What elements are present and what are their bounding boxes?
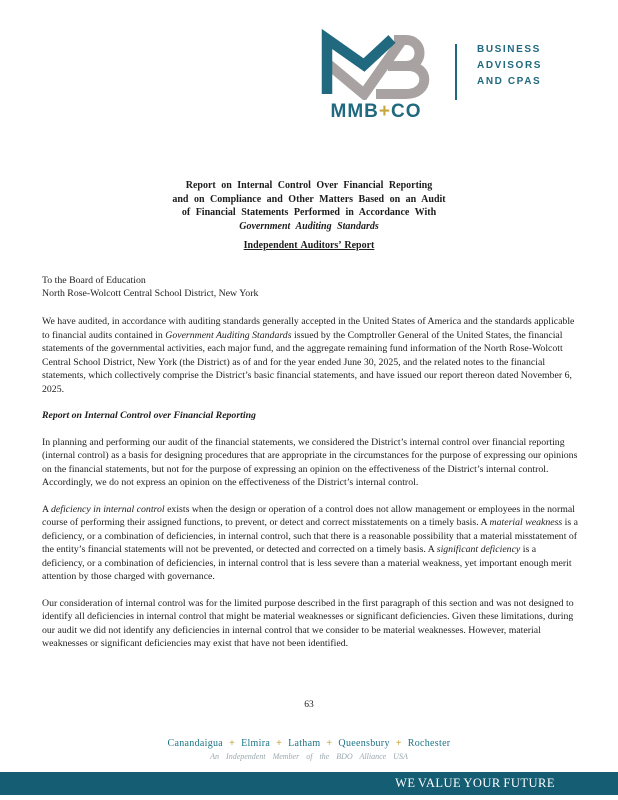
footer-city: Latham — [288, 738, 321, 749]
paragraph — [42, 503, 579, 584]
title-line-1: Report on Internal Control Over Financial Reporting — [185, 180, 433, 191]
wordmark-co: CO — [391, 101, 422, 122]
text-segment: A — [42, 503, 51, 515]
plus-separator: + — [276, 738, 283, 749]
recipient-line-2: North Rose-Wolcott Central School District, New York — [42, 288, 259, 300]
title-standards-line: Government Auditing Standards — [239, 220, 379, 232]
wordmark-mmb: MMB — [330, 101, 379, 122]
logo-wordmark — [331, 101, 422, 123]
footer-city: Canandaigua — [167, 738, 224, 749]
plus-separator: + — [326, 738, 333, 749]
footer-city: Elmira — [241, 738, 271, 749]
text-segment: issued by the Comptroller General of the United States, the financial statements of the governmental activities, each major fund, and the aggregate remaining fund information of the North Rose-Wolcott Central School District, New York (the District) as of and for the year ended June 30, 2025, and the related notes to the financial statements, which collectively comprise the District’s basic financial statements, and have issued our report thereon dated November 6, 2025. — [42, 329, 572, 395]
logo-mark-block — [318, 28, 434, 123]
report-subtitle: Independent Auditors’ Report — [243, 240, 375, 251]
body-blocks — [42, 315, 579, 664]
text-segment: is a deficiency, or a combination of deficiencies, in internal control, such that there is a reasonable possibility that a material misstatement of the entity’s financial statements will not be prevented, or detected and corrected on a timely basis. A — [42, 517, 578, 555]
text-segment: Report on Internal Control over Financial Reporting — [42, 410, 256, 421]
paragraph — [42, 436, 579, 490]
wordmark-plus: + — [378, 101, 391, 122]
tagline-line-1: BUSINESS — [477, 44, 541, 55]
italic-term: Government Auditing Standards — [165, 329, 292, 341]
paragraph — [42, 597, 579, 651]
plus-separator: + — [229, 738, 236, 749]
tagline-line-3: AND CPAS — [477, 76, 542, 87]
mmb-monogram-icon — [318, 28, 434, 100]
section-heading — [42, 409, 579, 423]
italic-term: material weakness — [489, 517, 563, 528]
italic-term: significant deficiency — [436, 544, 521, 555]
title-line-2: and on Compliance and Other Matters Based on an Audit — [172, 193, 446, 205]
report-title — [0, 179, 618, 233]
logo-divider — [455, 44, 457, 100]
italic-term: deficiency in internal control — [50, 503, 165, 515]
text-segment: exists when the design or operation of a control does not allow management or employees in the normal course of performing their assigned functions, to prevent, or detect and correct misstatements on a timely basis. A — [42, 503, 575, 528]
tagline-line-2: ADVISORS — [477, 60, 543, 71]
recipient-block — [42, 274, 258, 300]
footer-city: Rochester — [407, 738, 451, 749]
title-line-3: of Financial Statements Performed in Accordance With — [181, 207, 437, 218]
plus-separator: + — [395, 738, 402, 749]
footer-city: Queensbury — [338, 738, 390, 749]
text-segment: We have audited, in accordance with auditing standards generally accepted in the United States of America and the standards applicable to financial audits contained in — [42, 316, 575, 341]
footer-cities — [0, 738, 618, 749]
paragraph — [42, 315, 579, 396]
page-number: 63 — [304, 700, 314, 710]
footer-tagline: WE VALUE YOUR FUTURE — [395, 776, 555, 790]
text-segment: Our consideration of internal control was for the limited purpose described in the first paragraph of this section and was not designed to identify all deficiencies in internal control that might be material weaknesses or significant deficiencies. Given these limitations, during our audit we did not identify any deficiencies in internal control that we consider to be material weaknesses. However, material weaknesses or significant deficiencies may exist that have not been identified. — [42, 597, 574, 649]
logo-tagline — [477, 42, 542, 90]
text-segment: In planning and performing our audit of the financial statements, we considered the District’s internal control over financial reporting (internal control) as a basis for designing procedures that are appropriate in the circumstances for the purpose of expressing our opinions on the financial statements, but not for the purpose of expressing an opinion on the effectiveness of the District’s internal control. Accordingly, we do not express an opinion on the effectiveness of the District’s internal control. — [42, 436, 578, 488]
text-segment: is a deficiency, or a combination of deficiencies, in internal control that is less severe than a material weakness, yet important enough merit attention by those charged with governance. — [42, 544, 572, 582]
footer-membership: An Independent Member of the BDO Alliance USA — [210, 752, 408, 761]
footer-tagline-bar — [0, 772, 618, 795]
company-logo — [318, 28, 542, 123]
recipient-line-1: To the Board of Education — [42, 275, 146, 286]
